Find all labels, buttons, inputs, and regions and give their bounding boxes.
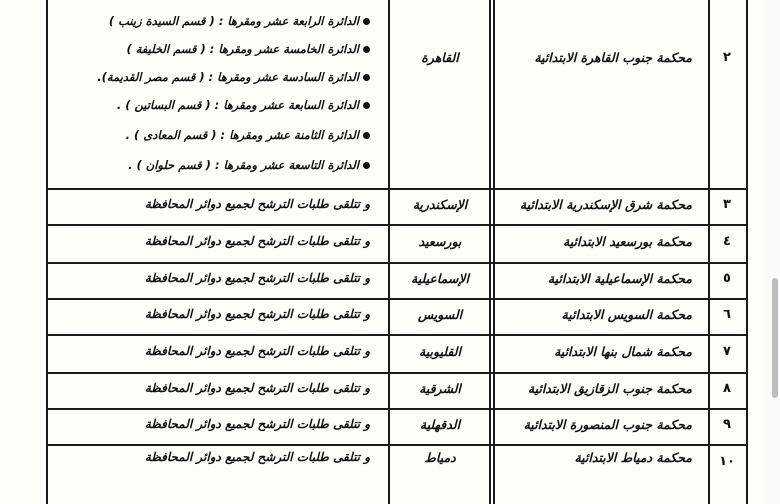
note-text: و تتلقى طلبات الترشح لجميع دوائر المحافظة [144,234,370,248]
court-name: محكمة جنوب الزقازيق الابتدائية [527,381,692,396]
row-divider [46,298,748,300]
column-divider-gov-court-a [489,0,491,504]
row-divider [46,334,748,336]
table-border-right [746,0,748,504]
table-border-left [46,0,48,504]
court-name: محكمة جنوب القاهرة الابتدائية [534,50,692,65]
district-item: الدائرة السادسة عشر ومقرها : ( قسم مصر القديمة). [97,70,370,84]
row-number: ٤ [723,234,731,249]
court-name: محكمة الإسماعيلية الابتدائية [547,271,692,286]
bullet-icon [363,102,370,109]
row-number: ٨ [723,381,731,396]
district-item: الدائرة الرابعة عشر ومقرها : ( قسم السيدة زينب ) [109,14,370,28]
bullet-icon [363,132,370,139]
court-name: محكمة دمياط الابتدائية [574,450,692,465]
note-text: و تتلقى طلبات الترشح لجميع دوائر المحافظة [144,197,370,211]
row-number: ٧ [723,344,731,359]
note-text: و تتلقى طلبات الترشح لجميع دوائر المحافظة [144,381,370,395]
row-divider [46,188,748,190]
district-item: الدائرة التاسعة عشر ومقرها : ( قسم حلوان ) . [128,158,370,172]
governorate: الشرقية [419,381,461,396]
row-divider [46,224,748,226]
court-name: محكمة بورسعيد الابتدائية [563,234,692,249]
row-divider [46,372,748,374]
note-text: و تتلقى طلبات الترشح لجميع دوائر المحافظة [144,450,370,464]
district-item: الدائرة السابعة عشر ومقرها : ( قسم البساتين ) . [117,98,370,112]
bullet-icon [363,162,370,169]
bullet-icon [363,46,370,53]
row-number: ٣ [723,197,731,212]
governorate: الإسماعيلية [411,271,469,286]
note-text: و تتلقى طلبات الترشح لجميع دوائر المحافظة [144,417,370,431]
governorate: الدقهلية [419,417,461,432]
court-name: محكمة شرق الإسكندرية الابتدائية [519,197,692,212]
row-number: ٩ [723,417,731,432]
note-text: و تتلقى طلبات الترشح لجميع دوائر المحافظة [144,271,370,285]
column-divider-gov-court-b [493,0,495,504]
column-divider-court-num [708,0,710,504]
row-divider [46,408,748,410]
column-divider-note-gov [388,0,390,504]
governorate: السويس [417,307,463,322]
row-number: ٥ [723,271,731,286]
district-item: الدائرة الخامسة عشر ومقرها : ( قسم الخليفة ) [126,42,370,56]
court-name: محكمة جنوب المنصورة الابتدائية [523,417,692,432]
governorate: القليوبية [419,344,461,359]
governorate: القاهرة [421,50,459,65]
governorate: دمياط [424,450,456,465]
row-number: ٦ [723,307,731,322]
bullet-icon [363,18,370,25]
governorate: بورسعيد [418,234,462,249]
row-divider [46,262,748,264]
bullet-icon [363,74,370,81]
row-number: ١٠ [719,454,735,469]
note-text: و تتلقى طلبات الترشح لجميع دوائر المحافظة [144,307,370,321]
note-text: و تتلقى طلبات الترشح لجميع دوائر المحافظة [144,344,370,358]
row-divider [46,444,748,446]
governorate: الإسكندرية [412,197,468,212]
district-item: الدائرة الثامنة عشر ومقرها : ( قسم المعادى ) . [126,128,370,142]
row-number: ٢ [723,50,731,65]
court-name: محكمة السويس الابتدائية [561,307,692,322]
court-name: محكمة شمال بنها الابتدائية [554,344,692,359]
vertical-scrollbar[interactable] [772,278,778,398]
